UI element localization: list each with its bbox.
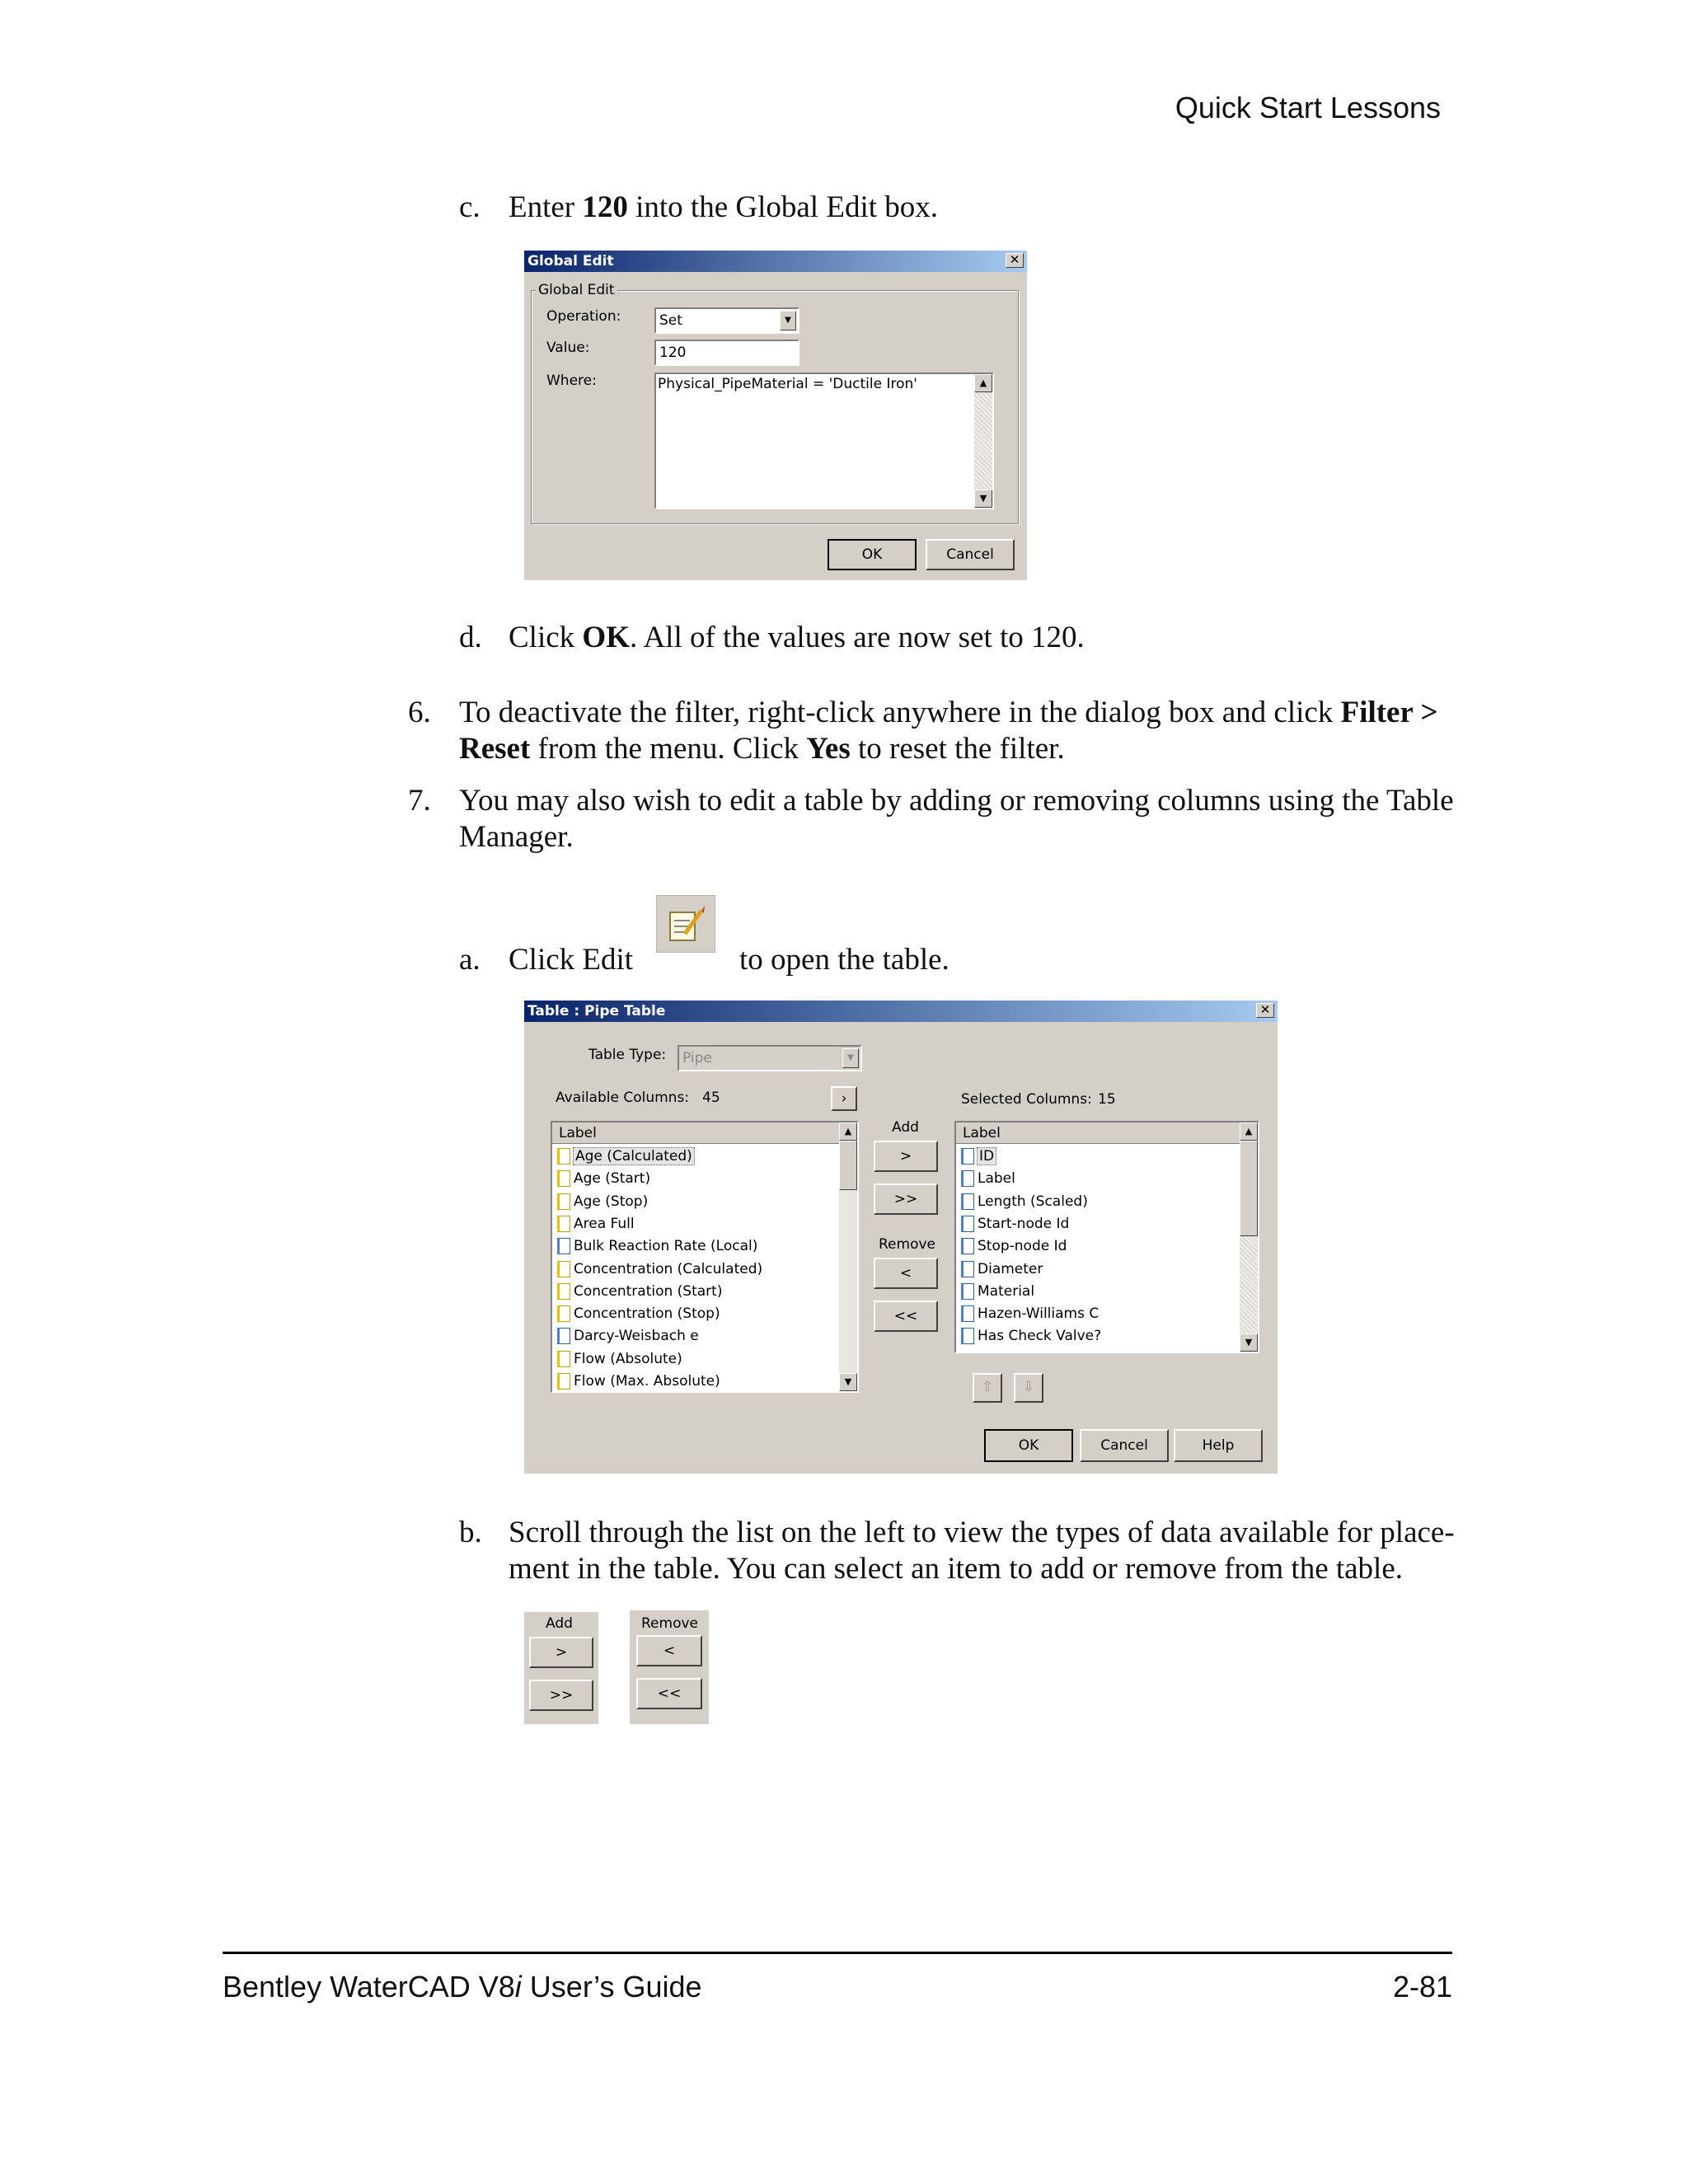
column-icon	[557, 1170, 570, 1187]
list-column-header[interactable]: Label	[552, 1122, 839, 1144]
where-textarea[interactable]	[654, 373, 994, 509]
list-item-label: Concentration (Calculated)	[574, 1260, 763, 1277]
ok-button[interactable]: OK	[828, 539, 917, 570]
step-c	[459, 190, 481, 226]
table-manager-dialog	[524, 1001, 1278, 1474]
column-icon	[557, 1373, 570, 1390]
list-item-label: Stop-node Id	[978, 1238, 1067, 1255]
vertical-scrollbar[interactable]	[839, 1122, 857, 1391]
text-run: to reset the filter.	[850, 732, 1065, 766]
text-run: into the Global Edit box.	[627, 190, 938, 224]
step-c-text	[509, 190, 938, 226]
remove-one-button[interactable]: <	[636, 1635, 702, 1666]
column-icon	[961, 1170, 974, 1187]
available-columns-list[interactable]	[551, 1121, 859, 1393]
group-label: Global Edit	[536, 282, 617, 298]
scroll-thumb[interactable]	[839, 1141, 857, 1190]
list-item-label: ID	[979, 1148, 995, 1165]
list-item[interactable]	[961, 1146, 996, 1168]
dialog-title-bar	[524, 1001, 1278, 1022]
list-item[interactable]	[961, 1281, 1034, 1303]
text-run: . All of the values are now set to 120.	[629, 621, 1085, 654]
text-run: ment in the table. You can select an item to add or remove from the table.	[509, 1552, 1404, 1586]
list-item[interactable]	[557, 1371, 720, 1393]
list-item-label: Material	[978, 1282, 1035, 1300]
remove-label: Remove	[879, 1236, 935, 1253]
list-item[interactable]	[557, 1258, 762, 1281]
column-icon	[557, 1305, 570, 1322]
step-7-marker: 7.	[408, 784, 431, 818]
add-label: Add	[892, 1119, 919, 1136]
list-item[interactable]	[961, 1325, 1101, 1347]
move-down-button[interactable]: ⇩	[1014, 1373, 1043, 1403]
selected-columns-list[interactable]	[954, 1121, 1259, 1353]
column-icon	[557, 1261, 570, 1277]
column-icon	[557, 1351, 570, 1367]
available-columns-count: 45	[702, 1090, 720, 1106]
column-icon	[961, 1148, 974, 1165]
remove-all-button[interactable]: <<	[874, 1301, 938, 1332]
dialog-title: Table : Pipe Table	[528, 1003, 666, 1019]
list-item[interactable]	[557, 1325, 699, 1347]
add-all-button[interactable]: >>	[874, 1183, 938, 1215]
step-b-text	[509, 1515, 1498, 1587]
column-icon	[961, 1238, 974, 1254]
list-item-label: Age (Calculated)	[575, 1148, 692, 1165]
list-item[interactable]	[961, 1191, 1088, 1213]
text-run: You may also wish to edit a table by adding or removing columns using the Table	[459, 784, 1454, 818]
step-b-marker: b.	[459, 1516, 482, 1549]
list-item-label: Length (Scaled)	[978, 1193, 1088, 1210]
list-item-label: Concentration (Stop)	[574, 1305, 720, 1323]
scroll-down-icon[interactable]: ▼	[974, 490, 992, 508]
text-run: Click	[509, 621, 583, 654]
footer-guide-title	[223, 1970, 702, 2004]
cancel-button[interactable]: Cancel	[1080, 1429, 1169, 1462]
vertical-scrollbar[interactable]	[1240, 1122, 1258, 1352]
text-run: Manager.	[459, 820, 574, 854]
list-item[interactable]	[557, 1146, 694, 1168]
add-one-button[interactable]: >	[529, 1637, 593, 1668]
scroll-down-icon[interactable]: ▼	[839, 1373, 857, 1391]
edit-icon[interactable]	[656, 895, 715, 953]
remove-buttons-snippet	[630, 1610, 709, 1724]
selected-columns-label: Selected Columns:	[961, 1091, 1092, 1108]
list-item[interactable]	[557, 1235, 757, 1258]
scroll-up-icon[interactable]: ▲	[839, 1122, 857, 1141]
step-7-text	[459, 783, 1465, 855]
edit-icon-glyph	[657, 896, 715, 952]
operation-select[interactable]	[654, 307, 799, 334]
column-icon	[961, 1261, 974, 1277]
list-item-label: Label	[978, 1170, 1015, 1188]
column-icon	[557, 1238, 570, 1254]
step-d	[459, 620, 482, 656]
column-icon	[961, 1305, 974, 1322]
ok-button[interactable]: OK	[984, 1429, 1073, 1462]
list-column-header[interactable]: Label	[956, 1122, 1240, 1144]
column-icon	[961, 1216, 974, 1232]
remove-label: Remove	[641, 1615, 698, 1632]
value-label: Value:	[546, 340, 590, 356]
bold-run: OK	[582, 621, 630, 654]
list-item-label: Age (Stop)	[574, 1193, 649, 1210]
list-item[interactable]	[961, 1235, 1067, 1258]
operation-value: Set	[659, 312, 682, 329]
bold-run: Reset	[459, 732, 531, 766]
list-item[interactable]	[557, 1213, 635, 1235]
list-item[interactable]	[961, 1168, 1015, 1190]
list-item-label: Age (Start)	[574, 1170, 651, 1188]
list-item-label: Hazen-Williams C	[978, 1305, 1100, 1323]
step-a-marker: a.	[459, 943, 481, 977]
list-item[interactable]	[557, 1303, 720, 1325]
list-item-label: Flow (Absolute)	[574, 1350, 682, 1367]
remove-all-button[interactable]: <<	[636, 1678, 702, 1709]
column-icon	[557, 1328, 570, 1344]
expand-button[interactable]: ›	[831, 1086, 857, 1111]
close-icon[interactable]: ✕	[1006, 253, 1024, 268]
dialog-title: Global Edit	[528, 253, 614, 269]
list-item-label: Start-node Id	[978, 1215, 1070, 1232]
scroll-up-icon[interactable]: ▲	[974, 374, 992, 392]
global-edit-dialog	[524, 251, 1027, 580]
add-one-button[interactable]: >	[874, 1141, 938, 1172]
step-6-marker: 6.	[408, 696, 431, 729]
table-type-value: Pipe	[682, 1050, 712, 1066]
add-all-button[interactable]: >>	[529, 1680, 593, 1711]
page-number: 2-81	[1392, 1970, 1452, 2004]
where-text: Physical_PipeMaterial = 'Ductile Iron'	[658, 376, 917, 392]
value-input[interactable]	[654, 340, 799, 366]
list-item[interactable]	[961, 1213, 1069, 1235]
list-item-label: Area Full	[574, 1215, 635, 1232]
column-icon	[961, 1193, 974, 1210]
scroll-up-icon[interactable]: ▲	[1240, 1122, 1258, 1141]
chevron-down-icon[interactable]: ▼	[780, 311, 796, 330]
list-item[interactable]	[557, 1348, 682, 1371]
column-icon	[961, 1328, 974, 1344]
list-item[interactable]	[961, 1258, 1043, 1281]
footer-rule	[223, 1952, 1452, 1954]
step-marker: d.	[459, 621, 482, 654]
list-item[interactable]	[557, 1191, 648, 1213]
close-icon[interactable]: ✕	[1256, 1003, 1274, 1018]
list-item[interactable]	[557, 1281, 722, 1303]
scroll-down-icon[interactable]: ▼	[1240, 1333, 1258, 1352]
column-icon	[961, 1283, 974, 1300]
operation-label: Operation:	[546, 308, 621, 325]
vertical-scrollbar[interactable]	[974, 374, 992, 508]
column-icon	[557, 1193, 570, 1210]
list-item[interactable]	[961, 1303, 1099, 1325]
list-item-label: Has Check Valve?	[978, 1328, 1102, 1345]
bold-run: Yes	[806, 732, 851, 766]
column-icon	[557, 1283, 570, 1300]
cancel-button[interactable]: Cancel	[926, 539, 1015, 570]
list-item-label: Bulk Reaction Rate (Local)	[574, 1238, 758, 1255]
column-icon	[557, 1148, 570, 1165]
chevron-down-icon: ▼	[842, 1048, 859, 1068]
step-6-text	[459, 695, 1456, 767]
step-d-text	[509, 620, 1085, 656]
text-run: Enter	[509, 190, 583, 224]
text-run: User’s Guide	[521, 1970, 702, 2004]
add-label: Add	[546, 1615, 573, 1632]
text-run: from the menu. Click	[530, 732, 807, 766]
italic-run: i	[514, 1970, 522, 2004]
list-item-label: Flow (Max. Absolute)	[574, 1373, 720, 1390]
column-icon	[557, 1216, 570, 1232]
help-button[interactable]: Help	[1174, 1429, 1263, 1462]
step-marker: c.	[459, 190, 481, 224]
list-item-label: Concentration (Start)	[574, 1282, 723, 1300]
selected-columns-count: 15	[1098, 1091, 1116, 1108]
step-a-pre: Click Edit	[509, 943, 634, 977]
list-item-label: Diameter	[978, 1260, 1043, 1277]
scroll-thumb[interactable]	[1240, 1141, 1258, 1236]
text-run: Scroll through the list on the left to view the types of data available for place-	[509, 1516, 1455, 1549]
dialog-title-bar	[524, 251, 1027, 272]
bold-run: 120	[582, 190, 628, 224]
value-text: 120	[659, 344, 687, 361]
step-a-post: to open the table.	[739, 943, 950, 977]
table-type-select[interactable]	[678, 1045, 862, 1071]
where-label: Where:	[546, 373, 597, 389]
text-run: To deactivate the filter, right-click anywhere in the dialog box and click	[459, 696, 1341, 729]
remove-one-button[interactable]: <	[874, 1258, 938, 1289]
list-item[interactable]	[557, 1168, 650, 1190]
available-columns-label: Available Columns:	[556, 1090, 690, 1106]
table-type-label: Table Type:	[588, 1047, 667, 1063]
text-run: Bentley WaterCAD V8	[223, 1970, 515, 2004]
list-item-label: Darcy-Weisbach e	[574, 1328, 699, 1345]
add-buttons-snippet	[524, 1612, 598, 1724]
move-up-button[interactable]: ⇧	[973, 1373, 1002, 1403]
running-header: Quick Start Lessons	[1175, 91, 1441, 124]
bold-run: Filter >	[1340, 696, 1438, 729]
